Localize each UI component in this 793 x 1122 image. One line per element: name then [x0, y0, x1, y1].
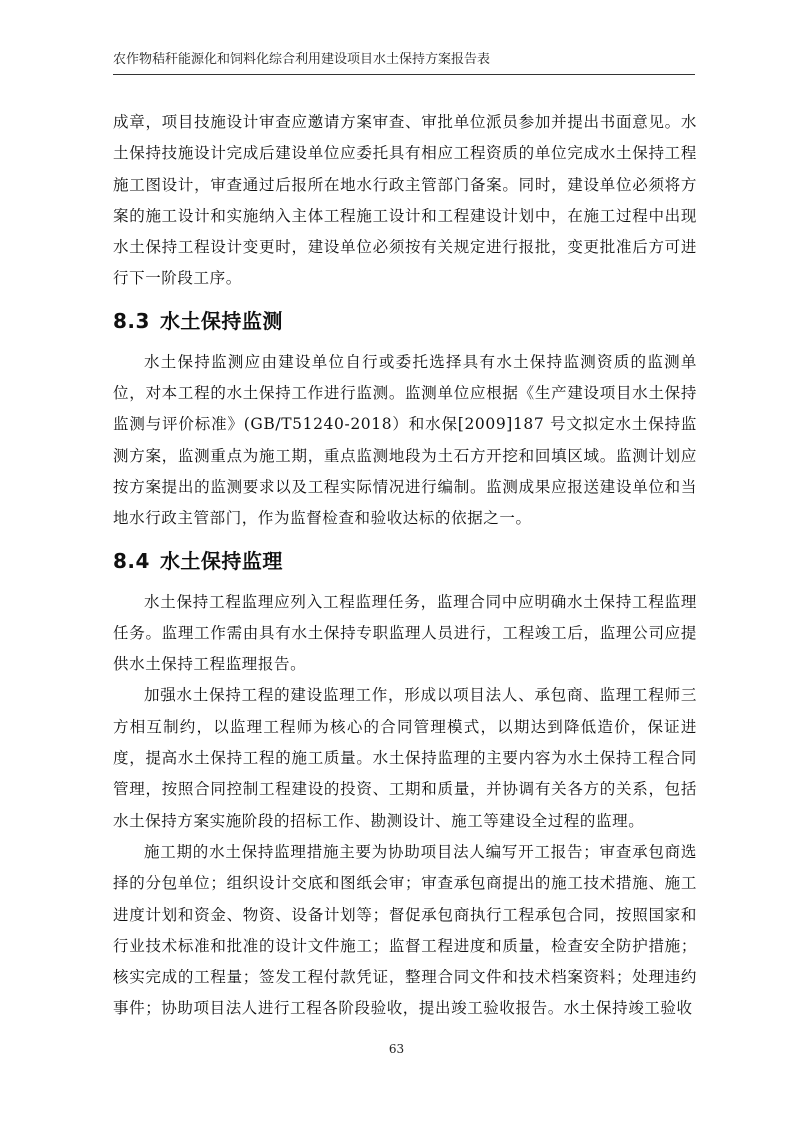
header-title: 农作物秸秆能源化和饲料化综合利用建设项目水土保持方案报告表 — [113, 52, 491, 67]
page-content — [113, 107, 697, 1025]
paragraph-continued: 成章，项目技施设计审查应邀请方案审查、审批单位派员参加并提出书面意见。水土保持技施设计完成后建设单位应委托具有相应工程资质的单位完成水土保持工程施工图设计，审查通过后报所在地水行政主管部门备案。同时，建设单位必须将方案的施工设计和实施纳入主体工程施工设计和工程建设计划中，在施工过程中出现水土保持工程设计变更时，建设单位必须按有关规定进行报批，变更批准后方可进行下一阶段工序。 — [113, 113, 697, 288]
section-heading-8-3 — [113, 295, 697, 347]
page-number: 63 — [388, 1042, 405, 1056]
page-header — [113, 52, 695, 75]
paragraph-monitoring: 水土保持监测应由建设单位自行或委托选择具有水土保持监测资质的监测单位，对本工程的水土保持工作进行监测。监测单位应根据《生产建设项目水土保持监测与评价标准》(GB/T51240-2018）和水保[2009]187 号文拟定水土保持监测方案，监测重点为施工期，重点监测地段为土石方开挖和回填区域。监测计划应按方案提出的监测要求以及工程实际情况进行编制。监测成果应报送建设单位和当地水行政主管部门，作为监督检查和验收达标的依据之一。 — [113, 352, 697, 528]
paragraph-supervision-2: 加强水土保持工程的建设监理工作，形成以项目法人、承包商、监理工程师三方相互制约，以监理工程师为核心的合同管理模式，以期达到降低造价，保证进度，提高水土保持工程的施工质量。水土保持监理的主要内容为水土保持工程合同管理，按照合同控制工程建设的投资、工期和质量，并协调有关各方的关系，包括水土保持方案实施阶段的招标工作、勘测设计、施工等建设全过程的监理。 — [113, 686, 697, 830]
section-title: 水土保持监测 — [159, 308, 283, 333]
paragraph-supervision-3: 施工期的水土保持监理措施主要为协助项目法人编写开工报告；审查承包商选择的分包单位；组织设计交底和图纸会审；审查承包商提出的施工技术措施、施工进度计划和资金、物资、设备计划等；督促承包商执行工程承包合同，按照国家和行业技术标准和批准的设计文件施工；监督工程进度和质量，检查安全防护措施；核实完成的工程量；签发工程付款凭证，整理合同文件和技术档案资料；处理违约事件；协助项目法人进行工程各阶段验收，提出竣工验收报告。水土保持竣工验收 — [113, 842, 697, 1018]
section-title: 水土保持监理 — [159, 548, 283, 573]
section-number: 8.4 — [113, 548, 150, 573]
paragraph-supervision-1: 水土保持工程监理应列入工程监理任务，监理合同中应明确水土保持工程监理任务。监理工作需由具有水土保持专职监理人员进行，工程竣工后，监理公司应提供水土保持工程监理报告。 — [113, 592, 697, 674]
page-footer — [0, 1042, 793, 1056]
section-heading-8-4 — [113, 535, 697, 587]
section-number: 8.3 — [113, 308, 150, 333]
